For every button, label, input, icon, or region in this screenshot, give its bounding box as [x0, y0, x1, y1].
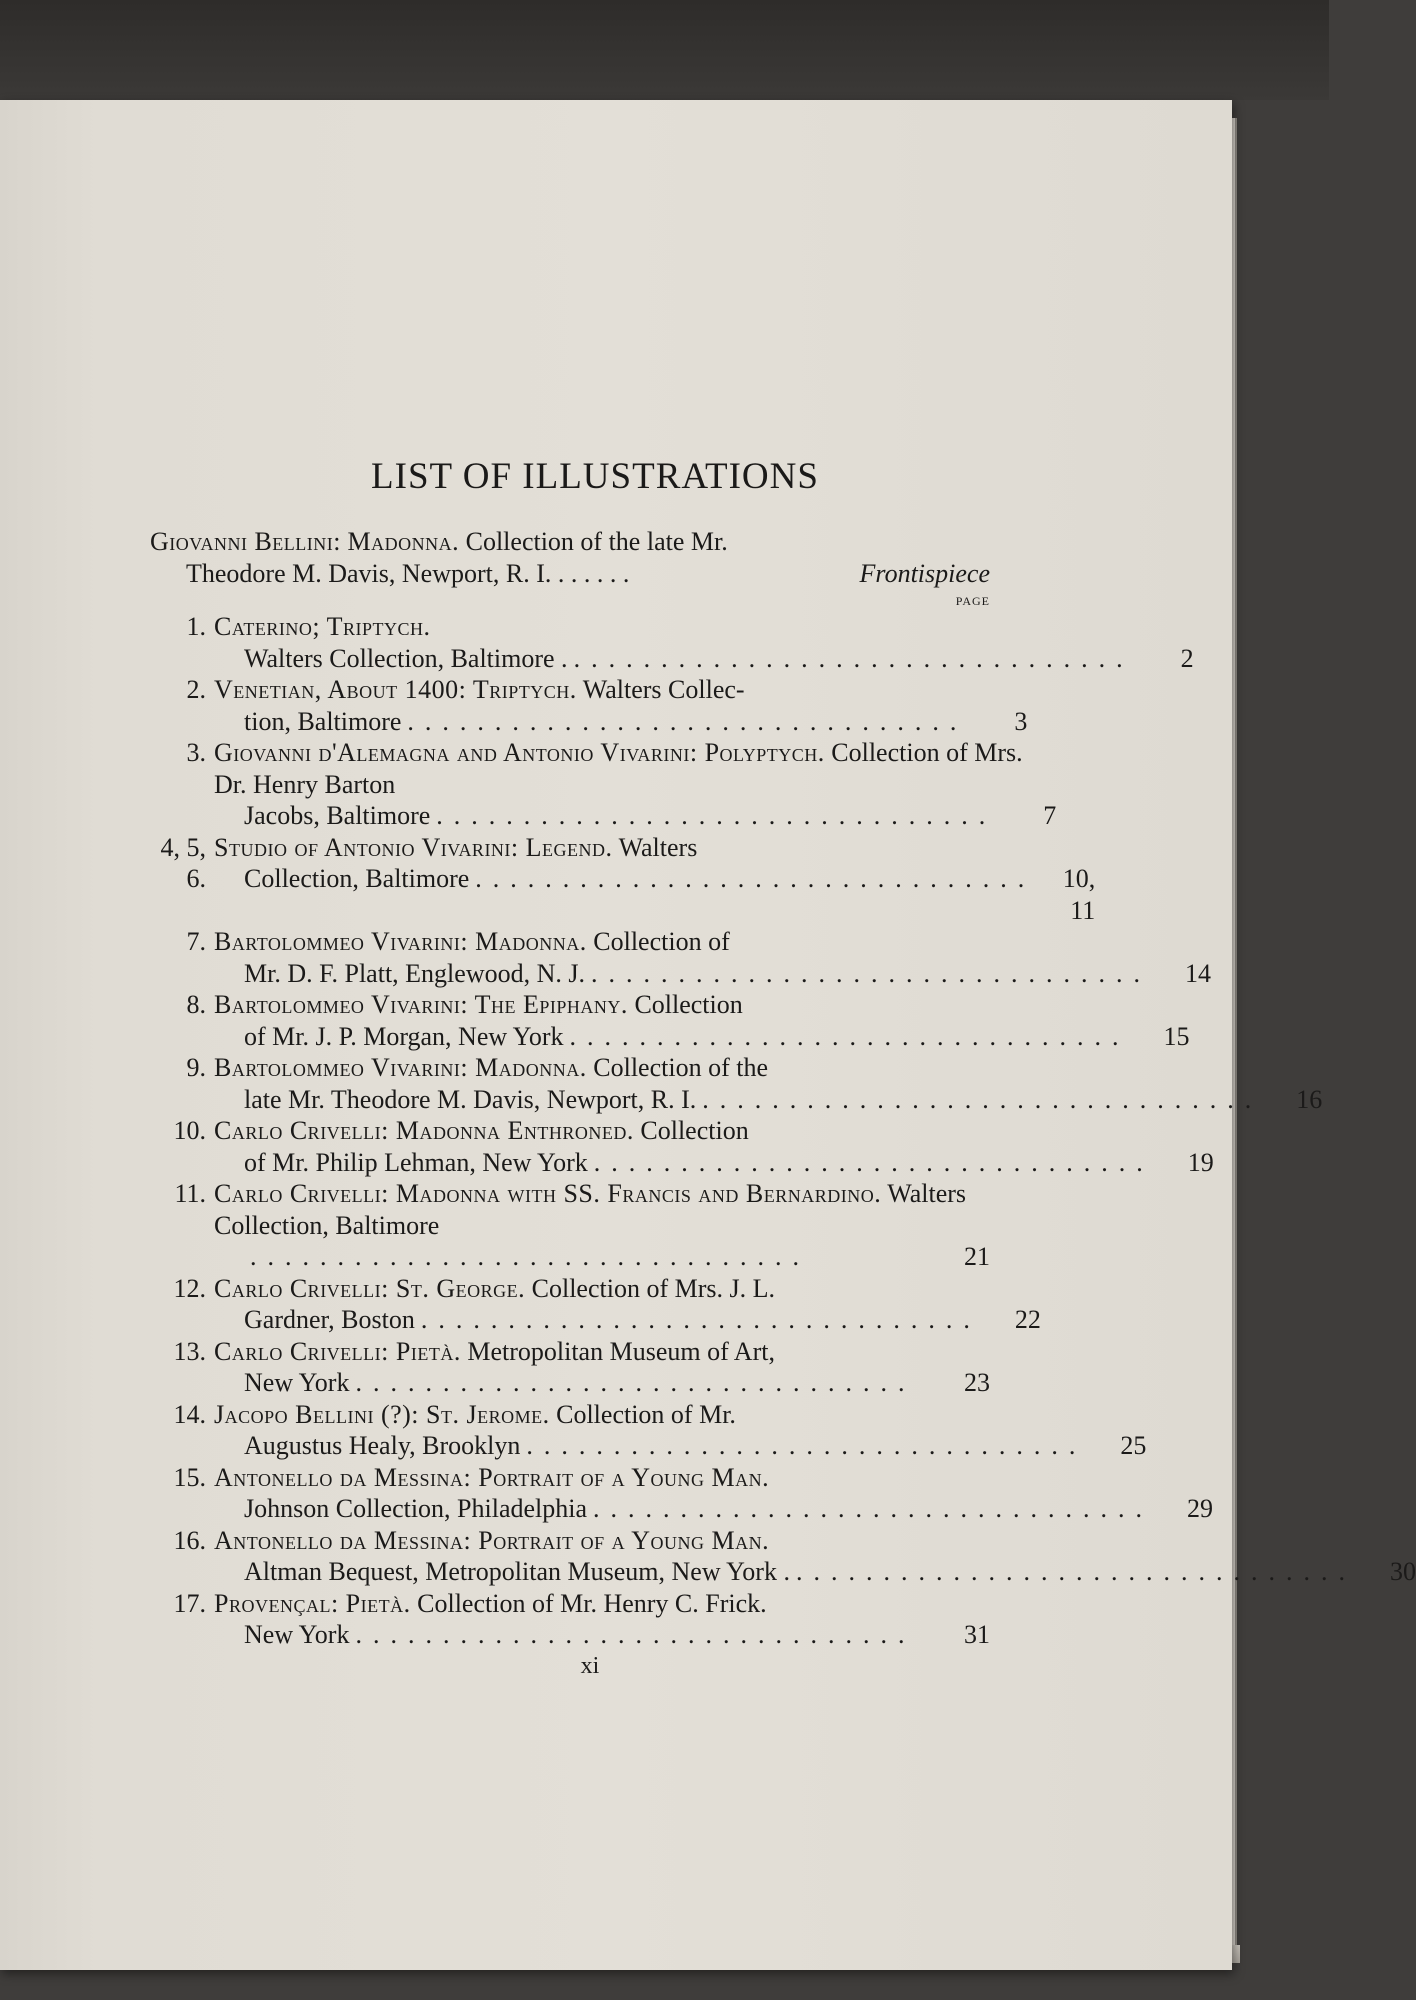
entry-last-line — [214, 1241, 990, 1273]
entry-location: Collection, Baltimore — [244, 864, 470, 893]
entry-description — [214, 1115, 1214, 1147]
entry-page-number: 22 — [1014, 1305, 1041, 1334]
entry-page-number: 19 — [1187, 1147, 1214, 1177]
entry-location: late Mr. Theodore M. Davis, Newport, R. I. — [244, 1084, 697, 1114]
entry-collection: Collection of Mr. — [556, 1399, 736, 1429]
leader-dots: ................................ — [593, 1147, 1154, 1177]
entry-body — [214, 1178, 990, 1273]
list-item — [150, 1052, 1323, 1115]
entry-location: Gardner, Boston — [244, 1305, 415, 1334]
entry-collection: Collection of — [593, 927, 730, 956]
frontispiece-entry — [150, 526, 990, 590]
entry-last-line — [214, 643, 1194, 675]
illustrations-list — [150, 455, 1416, 1680]
list-item — [150, 1588, 990, 1651]
entry-location: Mr. D. F. Platt, Englewood, N. J. — [244, 958, 585, 988]
entry-body — [214, 1588, 990, 1651]
list-item — [150, 1178, 990, 1273]
entry-heading: Provençal: Pietà. — [214, 1588, 411, 1618]
list-item — [150, 926, 1211, 989]
entry-heading: Carlo Crivelli: Pietà. — [214, 1336, 461, 1366]
entry-last-line — [214, 1147, 1214, 1179]
entry-page-number: 2 — [1180, 643, 1194, 673]
entry-body — [214, 989, 1190, 1052]
entry-location: Walters Collection, Baltimore . — [244, 643, 568, 673]
entry-heading: Studio of Antonio Vivarini: Legend. — [214, 832, 613, 862]
entry-location: Augustus Healy, Brooklyn — [244, 1431, 521, 1460]
entry-body — [214, 737, 1056, 832]
entry-page-number: 14 — [1184, 958, 1211, 988]
entry-page-number: 30 — [1389, 1557, 1416, 1586]
entry-location: of Mr. J. P. Morgan, New York — [244, 1021, 564, 1051]
frontispiece-label: Frontispiece — [859, 559, 990, 588]
entry-heading: Bartolommeo Vivarini: Madonna. — [214, 1053, 587, 1082]
entry-number: 2. — [186, 675, 206, 704]
entry-description — [214, 674, 1027, 706]
entry-number: 7. — [186, 927, 206, 956]
entry-number: 13. — [173, 1336, 206, 1366]
entry-collection: Collection of Mrs. J. L. — [531, 1273, 775, 1303]
entry-collection: Collection of the — [593, 1053, 768, 1082]
entry-collection: Metropolitan Museum of Art, — [467, 1336, 775, 1366]
entry-heading: Venetian, About 1400: Triptych. — [214, 675, 577, 704]
entry-body — [214, 1462, 1213, 1525]
list-item — [150, 1525, 1416, 1588]
entry-body — [214, 1273, 1041, 1336]
entry-number: 11. — [174, 1179, 206, 1208]
frontispiece-collection: Collection of the late Mr. — [465, 527, 728, 556]
entry-location: tion, Baltimore — [244, 706, 402, 736]
page-column-label: PAGE — [955, 594, 990, 608]
entry-collection: Collection of Mrs. Dr. Henry Barton — [214, 738, 1023, 799]
entry-collection: Collection — [640, 1116, 749, 1145]
entry-number: 1. — [186, 612, 206, 641]
entry-heading: Carlo Crivelli: Madonna with SS. Francis and Bernardino. — [214, 1179, 882, 1208]
leader-dots: ................................ — [436, 801, 997, 830]
entry-heading: Antonello da Messina: Portrait of a Young Man. — [214, 1462, 770, 1492]
entry-description — [214, 926, 1211, 958]
entry-last-line — [214, 1304, 1041, 1336]
entry-number: 10. — [173, 1116, 206, 1145]
entry-last-line — [214, 1493, 1213, 1525]
entry-last-line — [214, 800, 1056, 832]
list-item — [150, 611, 1194, 674]
entry-body — [214, 832, 1095, 927]
entry-page-number: 15 — [1163, 1021, 1190, 1051]
entry-last-line — [214, 958, 1211, 990]
entry-description — [214, 832, 1095, 864]
entry-page-number: 3 — [1014, 706, 1028, 736]
leader-dots: ................................ — [250, 1242, 810, 1271]
entry-heading: Bartolommeo Vivarini: Madonna. — [214, 927, 587, 956]
entry-page-number: 7 — [1043, 801, 1057, 830]
backdrop — [0, 0, 1329, 100]
entry-location: New York — [244, 1620, 350, 1649]
leader-dots: ................................ — [795, 1557, 1356, 1586]
entry-body — [214, 611, 1194, 674]
entry-description — [214, 1462, 1213, 1494]
entry-page-number: 10, 11 — [1062, 864, 1096, 925]
entry-location: Altman Bequest, Metropolitan Museum, New York . — [244, 1557, 790, 1586]
leader-dots: ................................ — [526, 1431, 1087, 1460]
entry-heading: Antonello da Messina: Portrait of a Young Man. — [214, 1525, 770, 1555]
entry-body — [214, 674, 1027, 737]
entry-location: New York — [244, 1368, 350, 1397]
entry-body — [214, 1525, 1416, 1588]
entry-number: 9. — [186, 1053, 206, 1082]
leader-dots: ................................ — [407, 706, 968, 736]
list-item — [150, 737, 1057, 832]
entry-last-line — [214, 706, 1027, 738]
entry-page-number: 25 — [1120, 1431, 1147, 1460]
entry-collection: Collection — [634, 990, 743, 1019]
list-item — [150, 1115, 1214, 1178]
entry-location: Jacobs, Baltimore — [244, 801, 431, 830]
entry-location: Johnson Collection, Philadelphia — [244, 1494, 588, 1523]
entry-page-number: 23 — [964, 1368, 990, 1397]
entry-body — [214, 926, 1211, 989]
entry-description — [214, 1588, 990, 1620]
entry-list — [150, 611, 1416, 1651]
entry-heading: Giovanni d'Alemagna and Antonio Vivarini: Polyptych. — [214, 738, 825, 767]
list-item — [150, 1462, 1214, 1525]
entry-page-number: 16 — [1296, 1084, 1323, 1114]
entry-collection: Walters Collec- — [582, 675, 745, 704]
entry-heading: Jacopo Bellini (?): St. Jerome. — [214, 1399, 550, 1429]
list-item — [150, 1399, 1147, 1462]
entry-location: of Mr. Philip Lehman, New York — [244, 1147, 588, 1177]
frontispiece-line-1 — [150, 526, 990, 558]
entry-body — [214, 1115, 1214, 1178]
list-item — [150, 989, 1190, 1052]
entry-number: 4, 5, 6. — [160, 832, 206, 893]
entry-number: 17. — [173, 1588, 206, 1618]
entry-heading: Carlo Crivelli: St. George. — [214, 1273, 526, 1303]
entry-collection: Walters Collection, Baltimore — [214, 1179, 967, 1240]
entry-last-line — [214, 1084, 1322, 1116]
entry-description — [214, 737, 1056, 800]
entry-number: 12. — [173, 1273, 206, 1303]
leader-dots: ................................ — [573, 643, 1134, 673]
entry-last-line — [214, 1619, 990, 1651]
page-folio: xi — [580, 1652, 600, 1679]
entry-collection: Walters — [618, 832, 698, 862]
leader-dots: ................................ — [420, 1305, 981, 1334]
frontispiece-work: Madonna. — [347, 527, 460, 556]
entry-number: 14. — [173, 1399, 206, 1429]
leader-dots: ................................ — [593, 1494, 1154, 1523]
frontispiece-location: Theodore M. Davis, Newport, R. I. . . . . . . — [186, 559, 630, 588]
entry-page-number: 29 — [1187, 1494, 1214, 1523]
entry-description — [214, 989, 1190, 1021]
entry-number: 16. — [173, 1525, 206, 1555]
entry-description — [214, 1052, 1322, 1084]
entry-collection: Collection of Mr. Henry C. Frick. — [417, 1588, 767, 1618]
list-item — [150, 674, 1028, 737]
leader-dots: ................................ — [475, 864, 1036, 893]
entry-description — [214, 1399, 1146, 1431]
entry-body — [214, 1336, 990, 1399]
entry-heading: Carlo Crivelli: Madonna Enthroned. — [214, 1116, 634, 1145]
leader-dots: ................................ — [702, 1084, 1263, 1114]
entry-last-line — [214, 1430, 1146, 1462]
leader-dots: ................................ — [569, 1021, 1130, 1051]
entry-description — [214, 1525, 1416, 1557]
entry-body — [214, 1399, 1146, 1462]
list-item — [150, 832, 1096, 927]
entry-description — [214, 611, 1194, 643]
list-item — [150, 1336, 990, 1399]
entry-description — [214, 1178, 990, 1241]
entry-last-line — [214, 1556, 1416, 1588]
entry-last-line — [214, 1021, 1190, 1053]
leader-dots: ................................ — [355, 1620, 916, 1649]
frontispiece-artist: Giovanni Bellini: — [150, 527, 341, 556]
entry-page-number: 31 — [964, 1620, 990, 1649]
entry-last-line — [214, 1367, 990, 1399]
leader-dots: ................................ — [355, 1368, 916, 1397]
page-title: LIST OF ILLUSTRATIONS — [371, 456, 819, 497]
entry-number: 15. — [173, 1462, 206, 1492]
leader-dots: ................................ — [590, 958, 1151, 988]
entry-page-number: 21 — [964, 1242, 990, 1271]
entry-description — [214, 1273, 1041, 1305]
entry-number: 3. — [186, 738, 206, 767]
frontispiece-line-2 — [150, 558, 990, 590]
entry-description — [214, 1336, 990, 1368]
entry-heading: Bartolommeo Vivarini: The Epiphany. — [214, 990, 628, 1019]
entry-body — [214, 1052, 1322, 1115]
list-item — [150, 1273, 1041, 1336]
entry-number: 8. — [186, 990, 206, 1019]
entry-heading: Caterino; Triptych. — [214, 612, 431, 641]
entry-last-line — [214, 863, 1095, 926]
